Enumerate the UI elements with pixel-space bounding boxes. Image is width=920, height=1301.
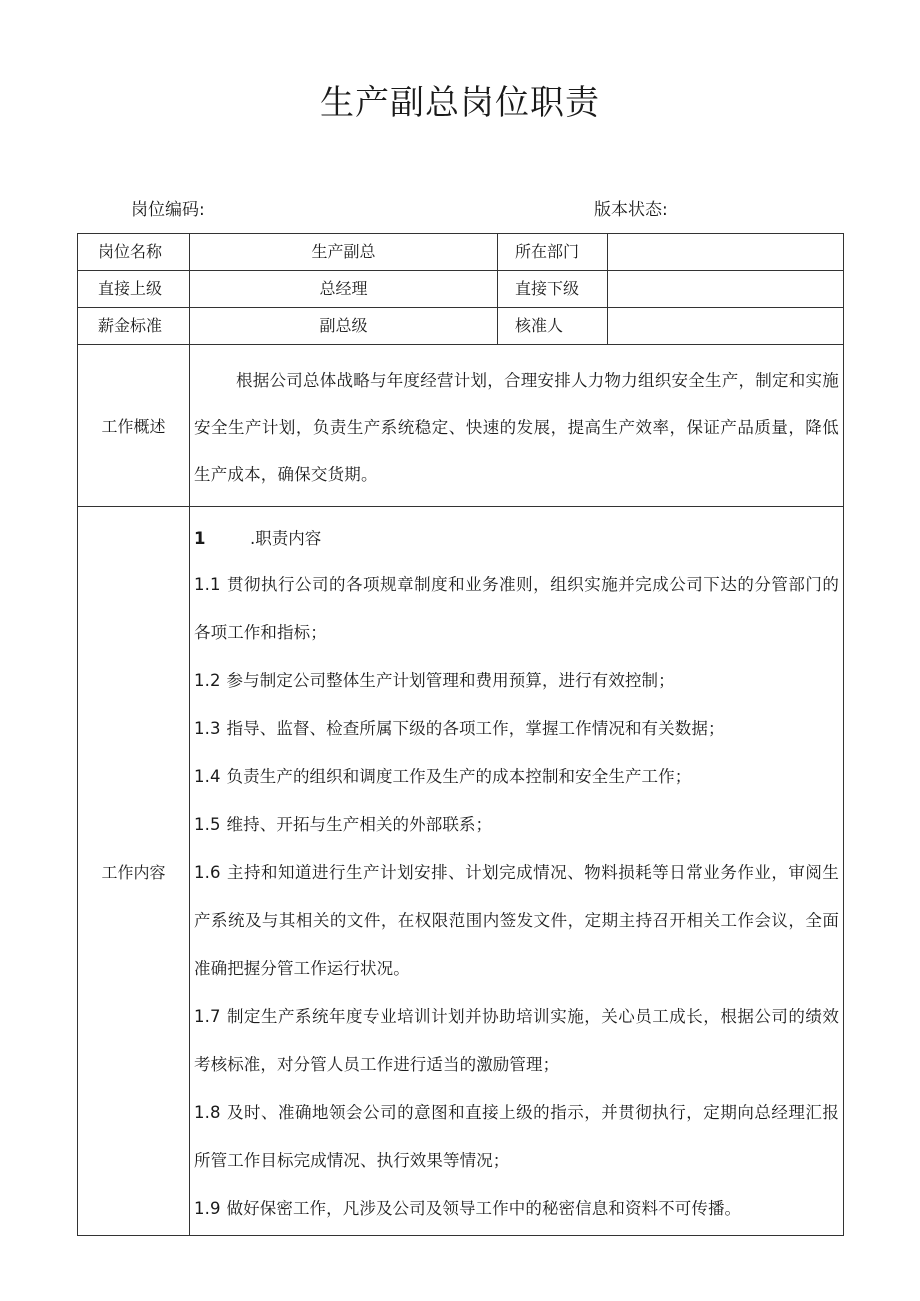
position-name-label: 岗位名称 xyxy=(78,234,190,271)
duty-item xyxy=(194,1089,839,1185)
duty-item-number: 1.6 xyxy=(194,863,221,882)
info-row-supervisor xyxy=(78,271,844,308)
duty-item-text: 及时、准确地领会公司的意图和直接上级的指示，并贯彻执行，定期向总经理汇报所管工作目标完成情况、执行效果等情况； xyxy=(194,1103,839,1170)
duty-item-number: 1.9 xyxy=(194,1199,221,1218)
duties-heading xyxy=(194,517,839,561)
direct-subordinate-value xyxy=(608,271,844,308)
duty-item xyxy=(194,753,839,801)
direct-superior-label: 直接上级 xyxy=(78,271,190,308)
position-name-value: 生产副总 xyxy=(190,234,498,271)
approver-label: 核准人 xyxy=(498,308,608,345)
duty-item-text: 做好保密工作，凡涉及公司及领导工作中的秘密信息和资料不可传播。 xyxy=(226,1199,742,1218)
job-description-table xyxy=(77,233,844,1236)
info-row-position-name xyxy=(78,234,844,271)
duty-item-number: 1.7 xyxy=(194,1007,221,1026)
work-summary-label: 工作概述 xyxy=(78,345,190,507)
duty-item-number: 1.4 xyxy=(194,767,221,786)
duty-item-text: 主持和知道进行生产计划安排、计划完成情况、物料损耗等日常业务作业，审阅生产系统及与其相关的文件，在权限范围内签发文件，定期主持召开相关工作会议，全面准确把握分管工作运行状况。 xyxy=(194,863,839,978)
salary-standard-value: 副总级 xyxy=(190,308,498,345)
duties-heading-number: 1 xyxy=(194,529,206,548)
version-status-label: 版本状态: xyxy=(594,200,668,220)
duty-item-number: 1.2 xyxy=(194,671,221,690)
direct-superior-value: 总经理 xyxy=(190,271,498,308)
summary-row xyxy=(78,345,844,507)
salary-standard-label: 薪金标准 xyxy=(78,308,190,345)
approver-value xyxy=(608,308,844,345)
department-label: 所在部门 xyxy=(498,234,608,271)
duty-item-number: 1.8 xyxy=(194,1103,221,1122)
work-content-cell xyxy=(190,507,844,1236)
duty-item-number: 1.3 xyxy=(194,719,221,738)
duty-item-number: 1.1 xyxy=(194,575,221,594)
duty-item xyxy=(194,657,839,705)
duty-item-number: 1.5 xyxy=(194,815,221,834)
direct-subordinate-label: 直接下级 xyxy=(498,271,608,308)
work-content-label: 工作内容 xyxy=(78,507,190,1236)
duty-item xyxy=(194,993,839,1089)
department-value xyxy=(608,234,844,271)
duty-item-text: 贯彻执行公司的各项规章制度和业务准则，组织实施并完成公司下达的分管部门的各项工作和指标； xyxy=(194,575,839,642)
duty-item-text: 制定生产系统年度专业培训计划并协助培训实施，关心员工成长，根据公司的绩效考核标准，对分管人员工作进行适当的激励管理； xyxy=(194,1007,839,1074)
duty-item-text: 负责生产的组织和调度工作及生产的成本控制和安全生产工作； xyxy=(226,767,692,786)
duty-item xyxy=(194,1185,839,1233)
duty-item xyxy=(194,705,839,753)
position-code-label: 岗位编码: xyxy=(131,200,205,220)
page-title: 生产副总岗位职责 xyxy=(320,83,600,123)
duty-item-text: 维持、开拓与生产相关的外部联系； xyxy=(226,815,493,834)
work-summary-cell xyxy=(190,345,844,507)
duty-item-text: 参与制定公司整体生产计划管理和费用预算，进行有效控制； xyxy=(226,671,675,690)
content-row xyxy=(78,507,844,1236)
duties-heading-text: .职责内容 xyxy=(250,529,322,548)
work-summary-text: 根据公司总体战略与年度经营计划，合理安排人力物力组织安全生产，制定和实施安全生产计划，负责生产系统稳定、快速的发展，提高生产效率，保证产品质量，降低生产成本，确保交货期。 xyxy=(194,371,839,484)
duty-item xyxy=(194,849,839,993)
duty-item xyxy=(194,801,839,849)
duty-item-text: 指导、监督、检查所属下级的各项工作，掌握工作情况和有关数据； xyxy=(226,719,725,738)
info-row-salary xyxy=(78,308,844,345)
duty-item xyxy=(194,561,839,657)
